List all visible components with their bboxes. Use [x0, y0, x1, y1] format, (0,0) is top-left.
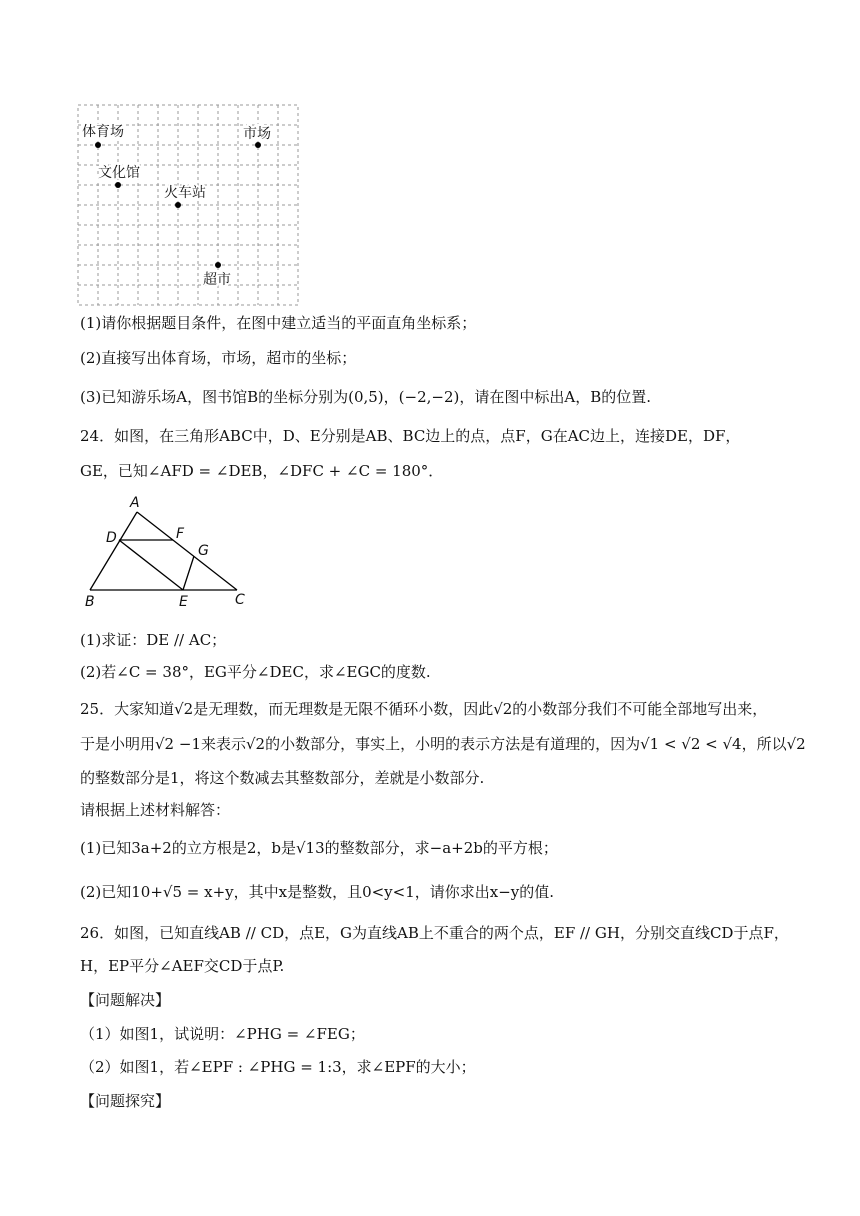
place-label-stadium: 体育场: [82, 124, 124, 140]
q25-stem-line-1: 25．大家知道√2是无理数，而无理数是无限不循环小数，因此√2的小数部分我们不可能全部地写出来，: [80, 700, 768, 718]
place-point-market: [255, 142, 261, 148]
q25-part-2: (2)已知10+√5 = x+y，其中x是整数，且0<y<1，请你求出x−y的值.: [80, 883, 555, 901]
q25-stem-line-4: 请根据上述材料解答：: [80, 801, 231, 819]
label-e: E: [179, 594, 188, 610]
segment-de: [119, 540, 183, 590]
place-point-train-station: [175, 202, 181, 208]
label-a: A: [130, 495, 140, 511]
label-f: F: [176, 526, 185, 542]
place-label-supermarket: 超市: [203, 272, 231, 288]
place-label-train-station: 火车站: [164, 185, 206, 201]
label-g: G: [198, 543, 209, 559]
q26-stem-line-2: H，EP平分∠AEF交CD于点P.: [80, 957, 285, 975]
triangle-abc-figure: [80, 492, 260, 612]
q26-part-2: （2）如图1，若∠EPF : ∠PHG = 1:3，求∠EPF的大小；: [80, 1058, 476, 1076]
q26-heading-problem-solving: 【问题解决】: [80, 991, 171, 1009]
place-point-supermarket: [215, 262, 221, 268]
q26-stem-line-1: 26．如图，已知直线AB // CD，点E，G为直线AB上不重合的两个点，EF // GH，分别交直线CD于点F，: [80, 924, 789, 942]
q25-stem-line-3: 的整数部分是1，将这个数减去其整数部分，差就是小数部分.: [80, 769, 485, 787]
q23-part-1: (1)请你根据题目条件，在图中建立适当的平面直角坐标系；: [80, 314, 477, 332]
place-point-culture-hall: [115, 182, 121, 188]
q25-stem-line-2: 于是小明用√2 −1来表示√2的小数部分，事实上，小明的表示方法是有道理的，因为√1 < √2 < √4，所以√2: [80, 735, 806, 753]
q23-part-3: (3)已知游乐场A，图书馆B的坐标分别为(0,5)，(−2,−2)，请在图中标出A，B的位置.: [80, 388, 651, 406]
segment-ge: [183, 556, 194, 590]
place-label-market: 市场: [243, 126, 271, 142]
grid-map-figure: [70, 98, 310, 313]
place-point-stadium: [95, 142, 101, 148]
q23-part-2: (2)直接写出体育场，市场，超市的坐标；: [80, 349, 357, 367]
q26-part-1: （1）如图1，试说明：∠PHG = ∠FEG；: [80, 1025, 365, 1043]
q24-part-2: (2)若∠C = 38°，EG平分∠DEC，求∠EGC的度数.: [80, 663, 431, 681]
label-d: D: [106, 530, 117, 546]
q25-part-1: (1)已知3a+2的立方根是2，b是√13的整数部分，求−a+2b的平方根；: [80, 839, 558, 857]
label-b: B: [85, 594, 95, 610]
q24-stem-line-1: 24．如图，在三角形ABC中，D、E分别是AB、BC边上的点，点F，G在AC边上，连接DE，DF，: [80, 427, 741, 445]
place-label-culture-hall: 文化馆: [98, 165, 140, 181]
q24-part-1: (1)求证：DE // AC；: [80, 631, 227, 649]
label-c: C: [235, 592, 245, 608]
q24-stem-line-2: GE，已知∠AFD = ∠DEB，∠DFC + ∠C = 180°．: [80, 462, 444, 480]
q26-heading-problem-exploration: 【问题探究】: [80, 1092, 171, 1110]
segment-ab: [90, 512, 137, 590]
